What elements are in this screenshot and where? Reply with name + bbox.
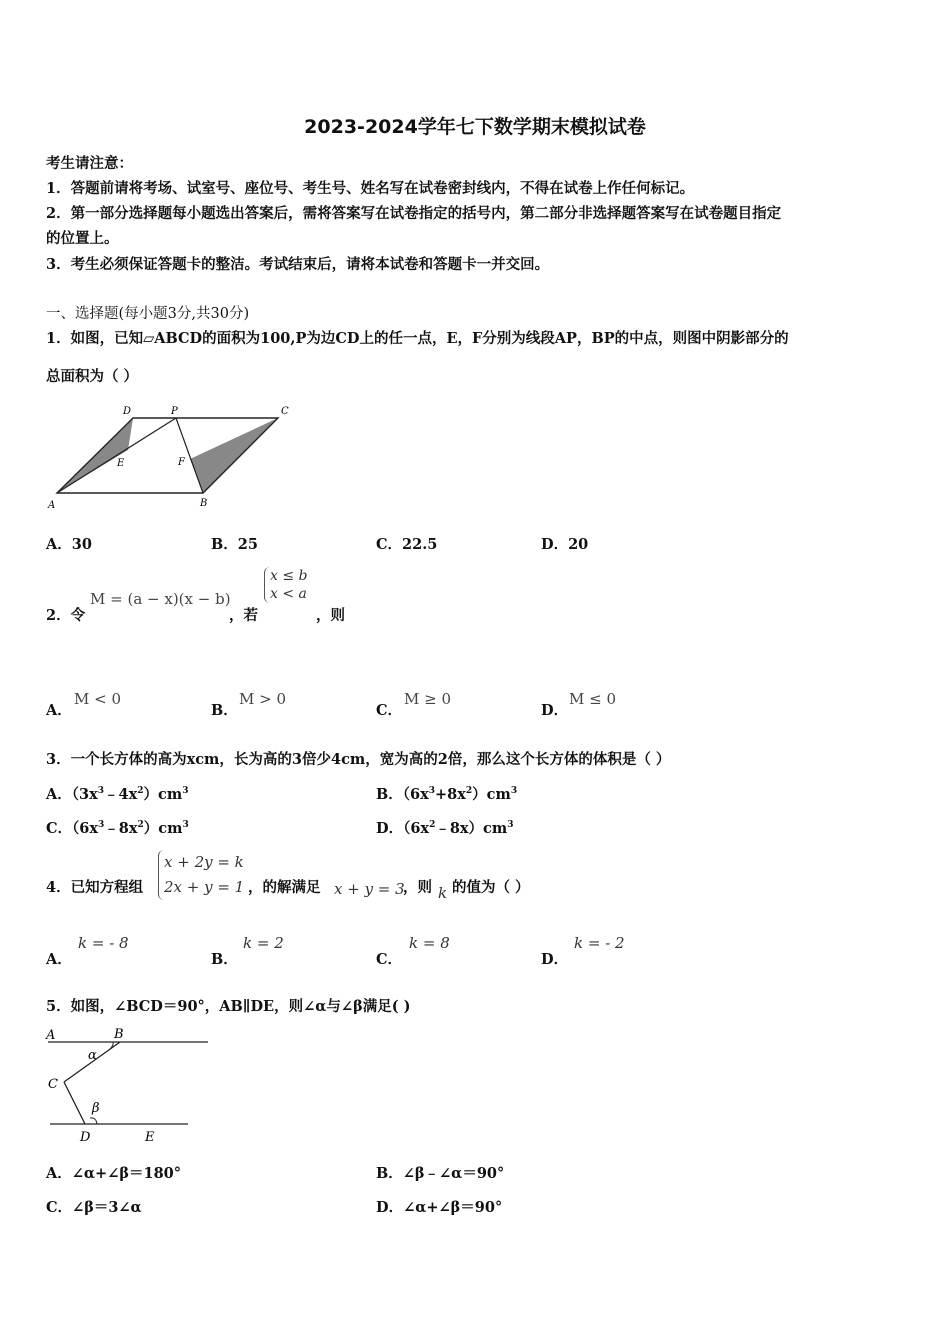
label-b: B [114,1027,124,1042]
label-d: D [80,1130,91,1145]
q2-option-a-formula: M < 0 [74,690,122,708]
q1-parallelogram-figure [40,400,310,512]
page-title: 2023-2024学年七下数学期末模拟试卷 [304,116,646,138]
q1-option-a[interactable]: A．30 [46,536,92,553]
q4-equation-system [158,850,244,900]
q4-option-c[interactable]: C． [376,951,403,968]
parallelogram-abcd [57,418,278,493]
q5-option-d[interactable]: D．∠α+∠β＝90° [376,1199,503,1216]
label-d: D [123,406,132,417]
notice-item: 1．答题前请将考场、试室号、座位号、考生号、姓名写在试卷密封线内，不得在试卷上作任何标记。 [46,180,695,197]
notice-item: 2．第一部分选择题每小题选出答案后，需将答案写在试卷指定的括号内，第二部分非选择题答案写在试卷题目指定 [46,205,782,222]
q3-option-c[interactable]: C．$(6x^3﹣8x^2)cm^3$ [46,820,189,837]
q5-option-b[interactable]: B．∠β﹣∠α＝90° [376,1165,505,1182]
q4-option-d[interactable]: D． [541,951,569,968]
q2-prefix: 2．令 [46,607,86,624]
q2-middle: ，若 [229,607,258,624]
q2-cond1: x ≤ b [270,568,308,584]
q4-middle: ，的解满足 [248,879,321,896]
q4-var: k [438,884,448,902]
q5-angle-figure [40,1022,215,1146]
q4-suffix: 的值为（ ） [452,879,530,896]
segment-cd [64,1082,85,1124]
q5-stem: 5．如图，∠BCD＝90°，AB∥DE，则∠α与∠β满足( ) [46,998,411,1015]
q5-option-a[interactable]: A．∠α+∠β＝180° [46,1165,182,1182]
q4-eq1: x + 2y = k [164,853,244,871]
q4-prefix: 4．已知方程组 [46,879,144,896]
label-alpha: α [88,1048,97,1063]
q4-option-b[interactable]: B． [211,951,238,968]
label-c: C [48,1077,58,1092]
q4-then: ，则 [403,879,432,896]
q3-option-a[interactable]: A．$(3x^3﹣4x^2)cm^3$ [46,786,189,803]
q2-option-c-formula: M ≥ 0 [404,690,452,708]
q4-option-b-formula: k = 2 [243,934,284,952]
q1-option-b[interactable]: B．25 [211,536,258,553]
q2-option-d-formula: M ≤ 0 [569,690,617,708]
q1-stem-line1: 1．如图，已知▱ABCD的面积为100,P为边CD上的任一点，E，F分别为线段AP，BP的中点，则图中阴影部分的 [46,330,789,347]
notice-item: 的位置上。 [46,230,119,247]
q1-option-c[interactable]: C．22.5 [376,536,438,553]
notice-heading: 考生请注意： [46,155,133,172]
shaded-region-right [190,418,278,493]
q2-condition-system [264,567,308,603]
label-a: A [46,1028,56,1043]
q2-cond2: x < a [270,586,307,602]
label-e: E [117,458,125,469]
label-e: E [145,1130,155,1145]
q4-option-a[interactable]: A． [46,951,72,968]
q3-option-b[interactable]: B．$(6x^3+8x^2)cm^3$ [376,786,518,803]
q2-option-c[interactable]: C． [376,702,403,719]
q4-condition: x + y = 3 [334,880,405,898]
q3-option-d[interactable]: D．$(6x^2﹣8x)cm^3$ [376,820,514,837]
q1-stem-line2: 总面积为（ ） [46,368,139,385]
q4-option-d-formula: k = - 2 [574,934,625,952]
q3-stem: 3．一个长方体的高为xcm，长为高的3倍少4cm，宽为高的2倍，那么这个长方体的体积是（ ） [46,751,671,768]
q4-eq2: 2x + y = 1 [164,878,245,896]
segment-ap [57,418,176,493]
label-p: P [171,406,178,417]
beta-arc [90,1118,97,1124]
q2-formula: M = (a − x)(x − b) [90,590,231,608]
section-heading: 一、选择题(每小题3分,共30分) [46,306,250,322]
label-c: C [281,406,289,417]
q4-option-c-formula: k = 8 [409,934,450,952]
notice-item: 3．考生必须保证答题卡的整洁。考试结束后，请将本试卷和答题卡一并交回。 [46,256,550,273]
q2-option-a[interactable]: A． [46,702,72,719]
label-f: F [178,457,185,468]
q5-option-c[interactable]: C．∠β＝3∠α [46,1199,142,1216]
q2-suffix: ，则 [316,607,345,624]
label-a: A [48,500,56,511]
q2-option-d[interactable]: D． [541,702,569,719]
q2-option-b-formula: M > 0 [239,690,287,708]
label-beta: β [92,1101,100,1116]
q4-option-a-formula: k = - 8 [78,934,129,952]
q2-option-b[interactable]: B． [211,702,238,719]
label-b: B [200,498,208,509]
q1-option-d[interactable]: D．20 [541,536,589,553]
